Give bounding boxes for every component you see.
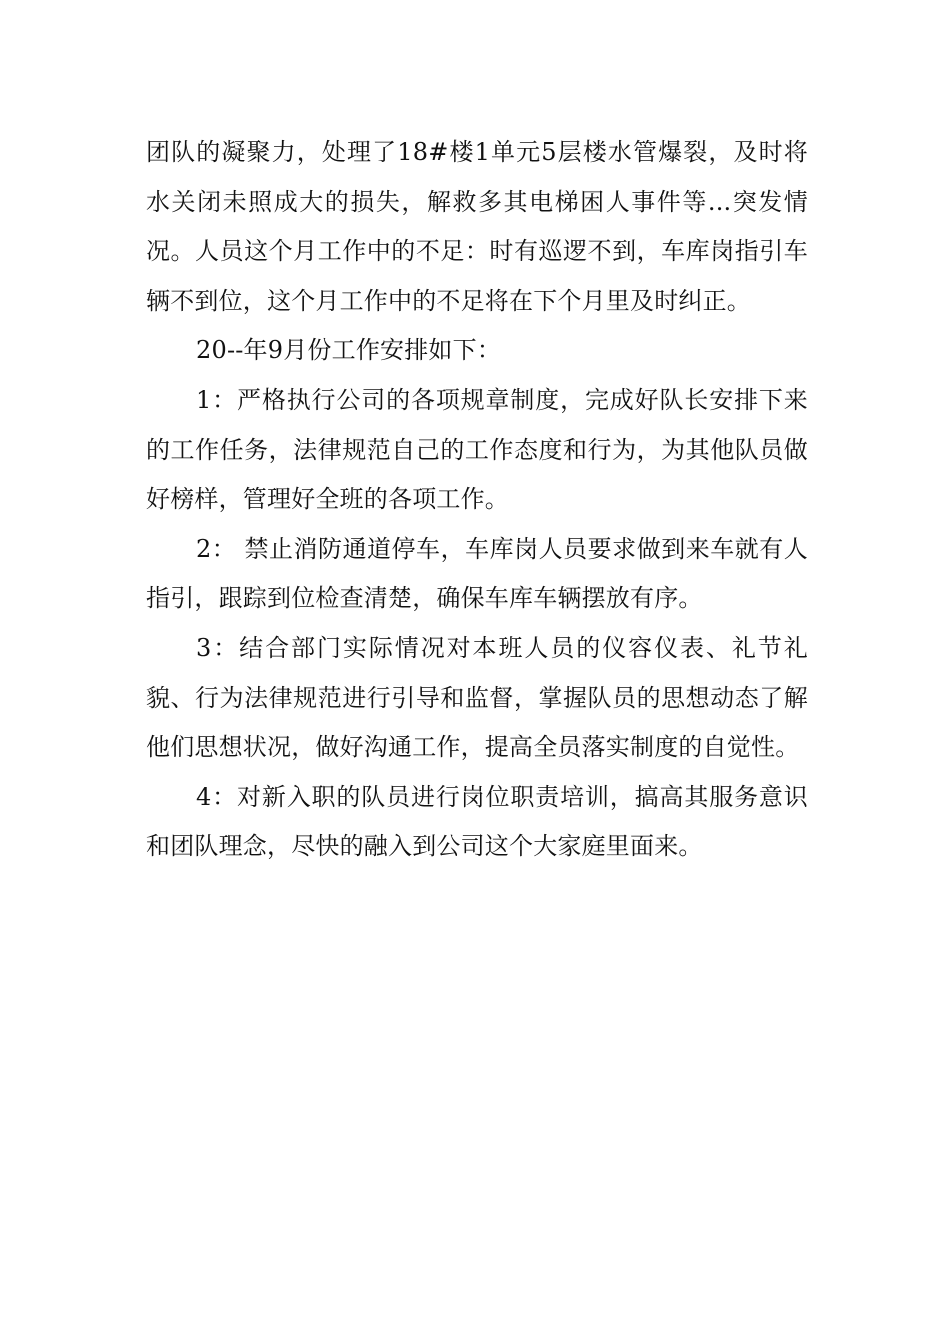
paragraph-plan-item-4: 4：对新入职的队员进行岗位职责培训，搞高其服务意识和团队理念，尽快的融入到公司这个大家庭里面来。 <box>146 782 808 861</box>
paragraph-plan-item-2: 2： 禁止消防通道停车，车库岗人员要求做到来车就有人指引，跟踪到位检查清楚，确保车库车辆摆放有序。 <box>146 534 808 613</box>
paragraph-plan-item-1: 1：严格执行公司的各项规章制度，完成好队长安排下来的工作任务，法律规范自己的工作态度和行为，为其他队员做好榜样，管理好全班的各项工作。 <box>146 385 808 514</box>
paragraph-plan-heading: 20--年9月份工作安排如下： <box>196 336 502 365</box>
document-page <box>146 128 808 872</box>
paragraph-plan-item-3: 3：结合部门实际情况对本班人员的仪容仪表、礼节礼貌、行为法律规范进行引导和监督，掌握队员的思想动态了解他们思想状况，做好沟通工作，提高全员落实制度的自觉性。 <box>146 633 808 762</box>
paragraph-continuation: 团队的凝聚力，处理了18#楼1单元5层楼水管爆裂，及时将水关闭未照成大的损失，解救多其电梯困人事件等...突发情况。人员这个月工作中的不足：时有巡逻不到，车库岗指引车辆不到位，这个月工作中的不足将在下个月里及时纠正。 <box>146 138 808 315</box>
